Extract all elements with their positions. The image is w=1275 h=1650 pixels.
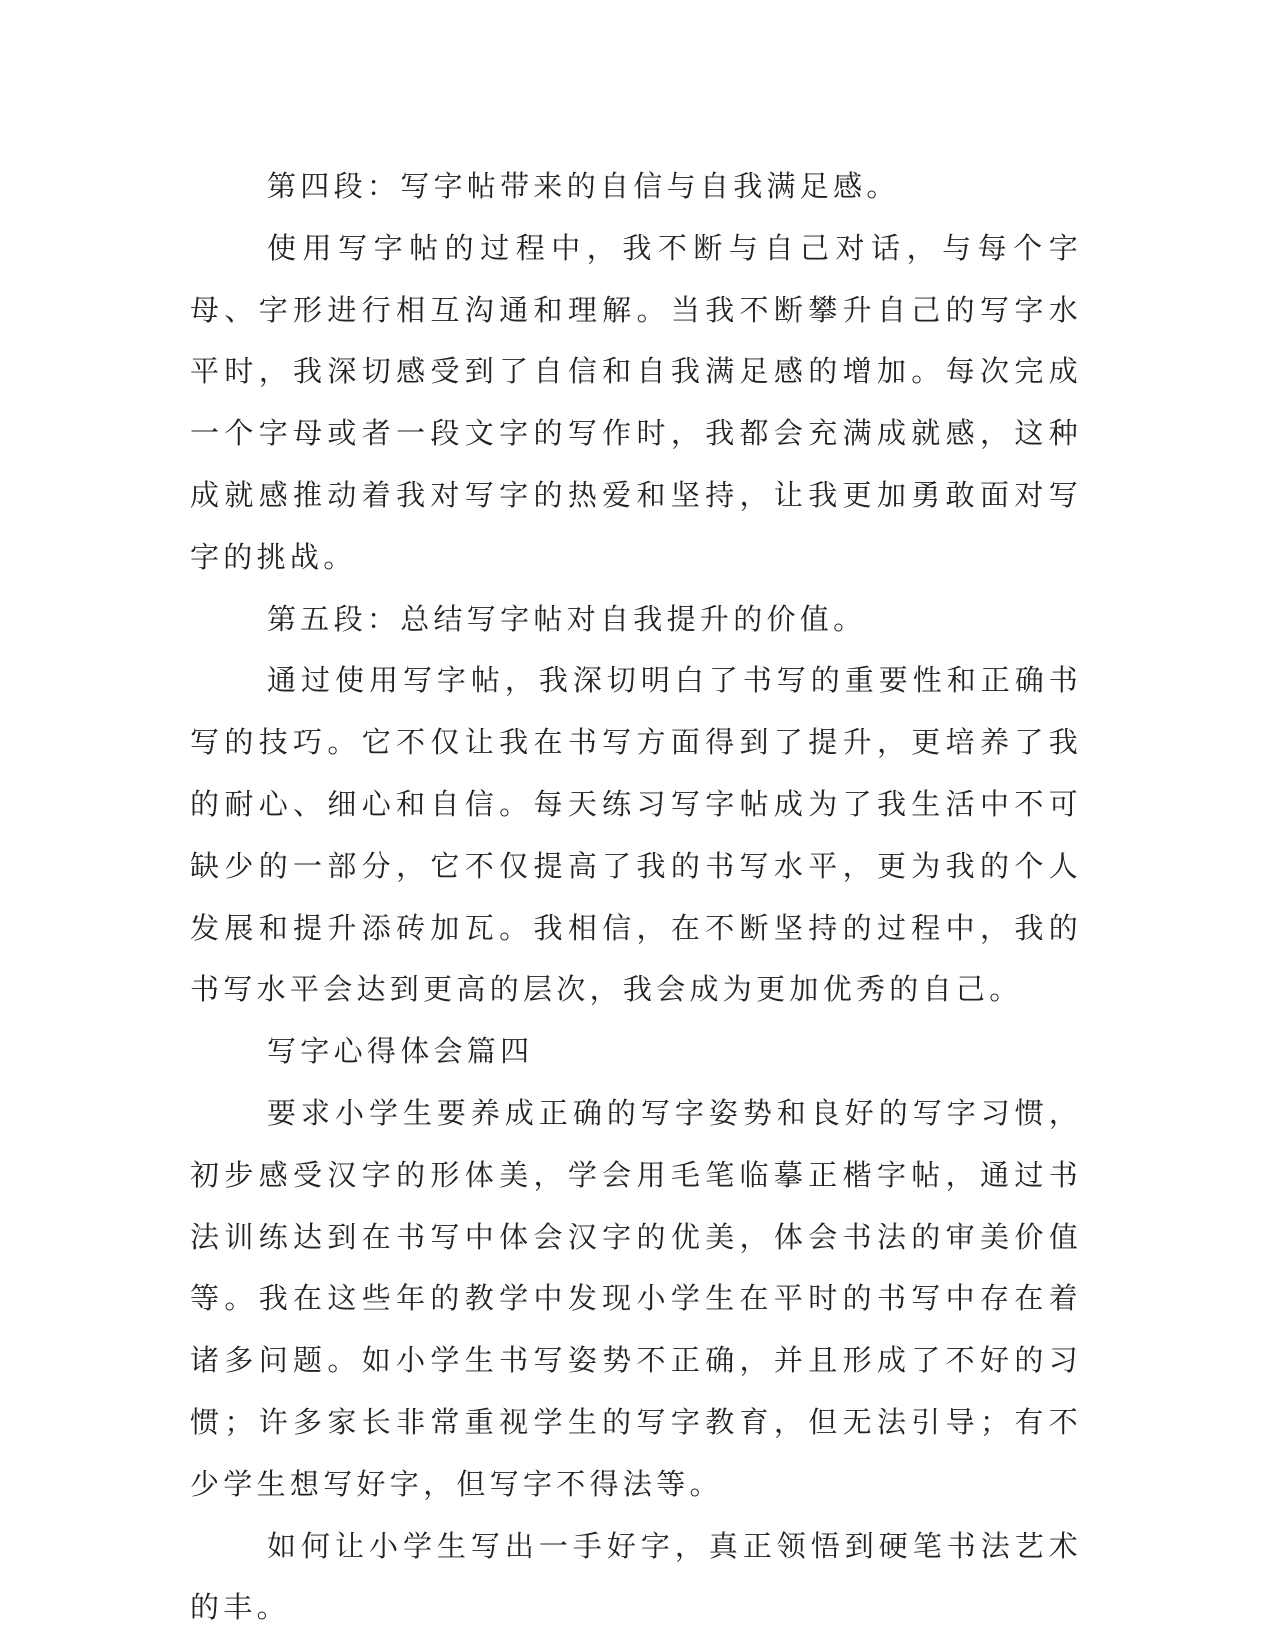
body-paragraph: 通过使用写字帖，我深切明白了书写的重要性和正确书写的技巧。它不仅让我在书写方面得到了提升，更培养了我的耐心、细心和自信。每天练习写字帖成为了我生活中不可缺少的一部分，它不仅提高了我的书写水平，更为我的个人发展和提升添砖加瓦。我相信，在不断坚持的过程中，我的书写水平会达到更高的层次，我会成为更加优秀的自己。 <box>190 663 1082 1007</box>
section-heading-5: 第五段：总结写字帖对自我提升的价值。 <box>267 601 867 636</box>
body-paragraph: 使用写字帖的过程中，我不断与自己对话，与每个字母、字形进行相互沟通和理解。当我不断攀升自己的写字水平时，我深切感受到了自信和自我满足感的增加。每次完成一个字母或者一段文字的写作时，我都会充满成就感，这种成就感推动着我对写字的热爱和坚持，让我更加勇敢面对写字的挑战。 <box>190 230 1082 574</box>
body-paragraph: 要求小学生要养成正确的写字姿势和良好的写字习惯，初步感受汉字的形体美，学会用毛笔临摹正楷字帖，通过书法训练达到在书写中体会汉字的优美，体会书法的审美价值等。我在这些年的教学中发现小学生在平时的书写中存在着诸多问题。如小学生书写姿势不正确，并且形成了不好的习惯；许多家长非常重视学生的写字教育，但无法引导；有不少学生想写好字，但写字不得法等。 <box>190 1095 1082 1501</box>
document-body <box>190 156 1082 1639</box>
article-title: 写字心得体会篇四 <box>267 1034 534 1069</box>
body-paragraph: 如何让小学生写出一手好字，真正领悟到硬笔书法艺术的丰。 <box>190 1528 1082 1625</box>
section-heading-4: 第四段：写字帖带来的自信与自我满足感。 <box>267 169 900 203</box>
